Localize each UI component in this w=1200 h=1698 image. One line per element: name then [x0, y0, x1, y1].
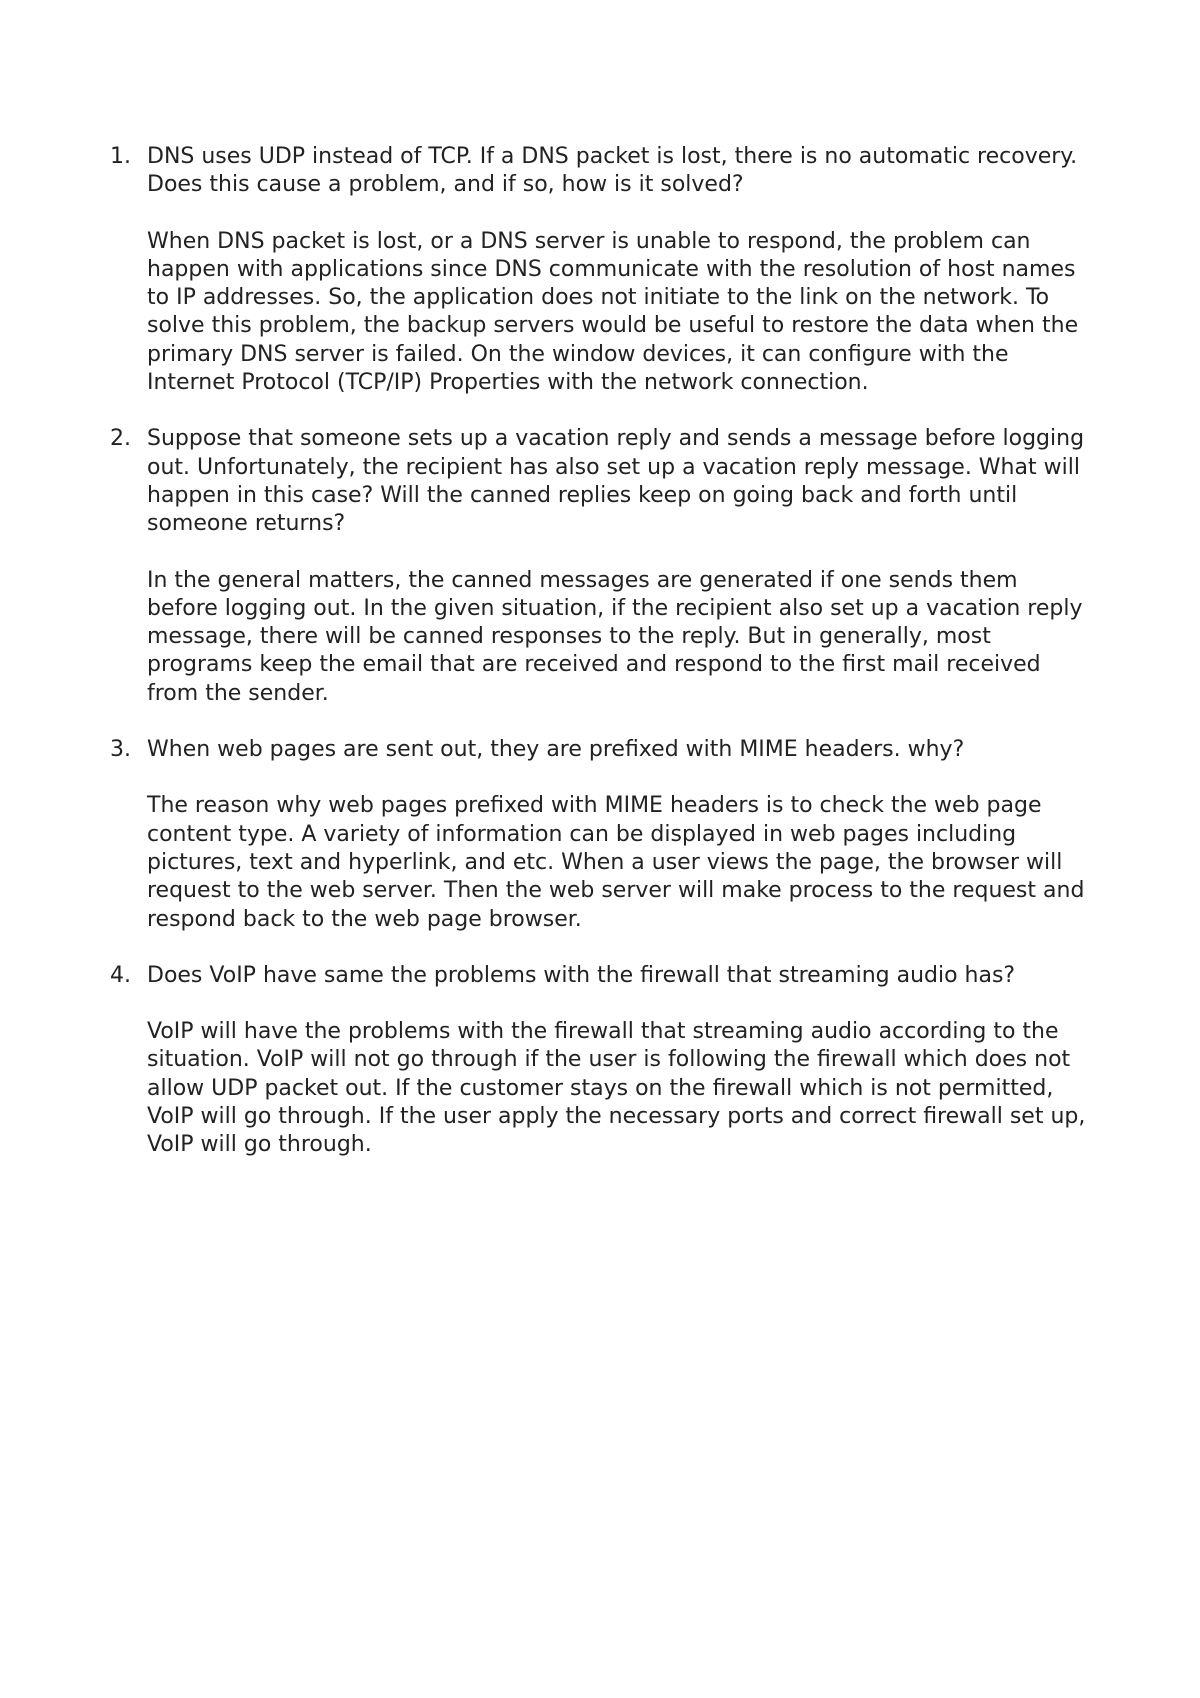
qa-list — [110, 143, 1095, 1188]
answer-text: The reason why web pages prefixed with MIME headers is to check the web page content type. A variety of information can be displayed in web pages including pictures, text and hyperlink, and etc. When a user views the page, the browser will request to the web server. Then the web server will make process to the request and respond back to the web page browser. — [147, 793, 1085, 932]
item-number: 4. — [110, 962, 131, 988]
item-number: 2. — [110, 426, 131, 452]
answer-text: When DNS packet is lost, or a DNS server is unable to respond, the problem can happen with applications since DNS communicate with the resolution of host names to IP addresses. So, the application does not initiate to the link on the network. To solve this problem, the backup servers would be useful to restore the data when the primary DNS server is failed. On the window devices, it can configure with the Internet Protocol (TCP/IP) Properties with the network connection. — [147, 228, 1079, 396]
question-text: When web pages are sent out, they are prefixed with MIME headers. why? — [147, 737, 965, 763]
question-text: Does VoIP have same the problems with the firewall that streaming audio has? — [147, 962, 1016, 988]
question-text: Suppose that someone sets up a vacation reply and sends a message before logging out. Unfortunately, the recipient has also set up a vacation reply message. What will happen in this case? Will the canned replies keep on going back and forth until someone returns? — [147, 426, 1085, 537]
answer-text: In the general matters, the canned messages are generated if one sends them before logging out. In the given situation, if the recipient also set up a vacation reply message, there will be canned responses to the reply. But in generally, most programs keep the email that are received and respond to the first mail received from the sender. — [147, 567, 1083, 706]
answer-text: VoIP will have the problems with the firewall that streaming audio according to the situation. VoIP will not go through if the user is following the firewall which does not allow UDP packet out. If the customer stays on the firewall which is not permitted, VoIP will go through. If the user apply the necessary ports and correct firewall set up, VoIP will go through. — [147, 1019, 1086, 1158]
qa-item-3 — [110, 736, 1095, 934]
question-text: DNS uses UDP instead of TCP. If a DNS packet is lost, there is no automatic recovery. Does this cause a problem, and if so, how is it solved? — [147, 144, 1078, 198]
item-number: 1. — [110, 144, 131, 169]
qa-item-2 — [110, 425, 1095, 708]
qa-item-1 — [110, 143, 1095, 397]
item-number: 3. — [110, 737, 131, 763]
qa-item-4 — [110, 962, 1095, 1160]
